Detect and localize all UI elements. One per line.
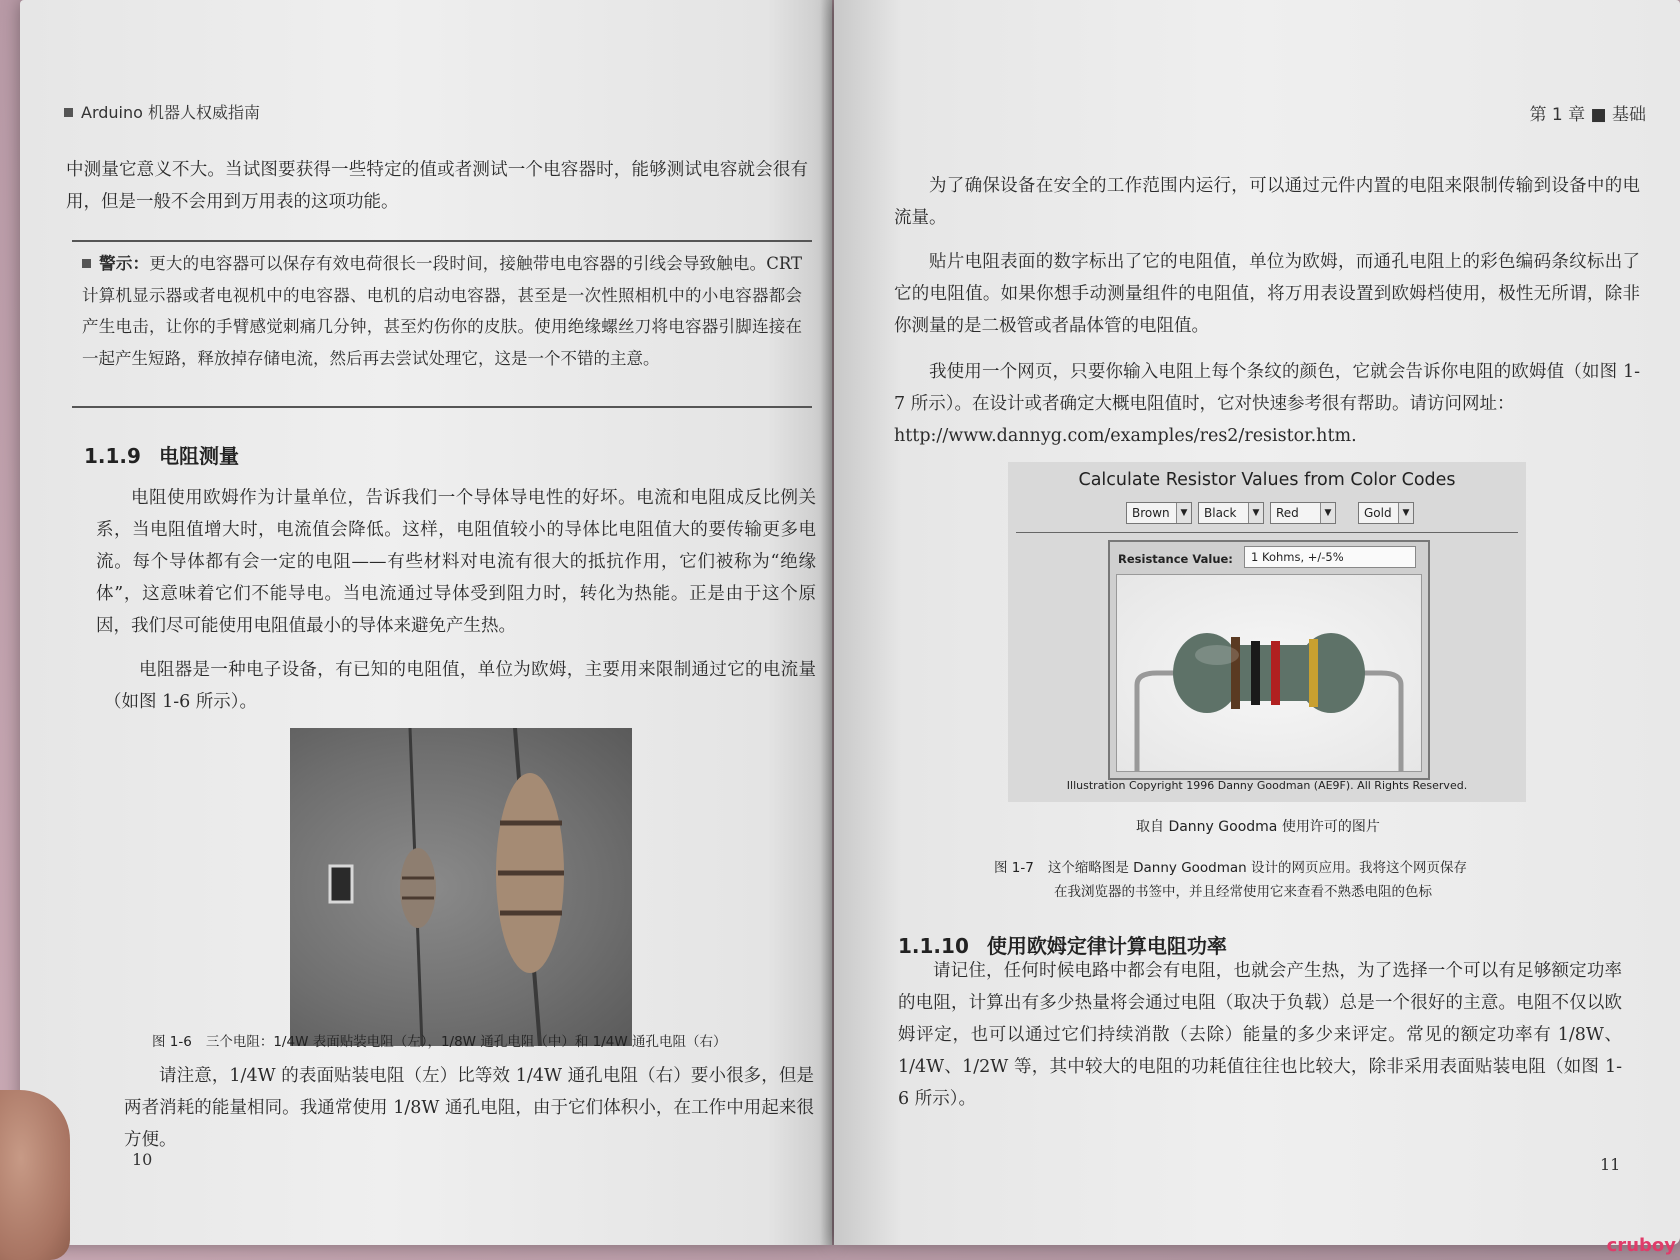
chevron-down-icon: ▼	[1320, 503, 1335, 523]
chevron-down-icon: ▼	[1176, 503, 1191, 523]
thumb	[0, 1090, 70, 1260]
illustration-copyright: Illustration Copyright 1996 Danny Goodman (AE9F). All Rights Reserved.	[1066, 779, 1468, 792]
page-number-left: 10	[132, 1150, 153, 1169]
warning-label: 警示：	[99, 254, 150, 273]
figure-1-7-caption-line-2: 在我浏览器的书签中，并且经常使用它来查看不熟悉电阻的色标	[1054, 884, 1432, 900]
section-heading-1-1-9: 1.1.9 电阻测量	[84, 444, 239, 468]
calculator-title: Calculate Resistor Values from Color Codes	[1078, 470, 1456, 490]
resistance-value-field[interactable]: 1 Kohms, +/-5%	[1244, 546, 1416, 568]
screenshot-credit: 取自 Danny Goodma 使用许可的图片	[1136, 819, 1380, 835]
figure-1-7-caption-line-1: 图 1-7 这个缩略图是 Danny Goodman 设计的网页应用。我将这个网页保存	[994, 860, 1468, 876]
chevron-down-icon: ▼	[1398, 503, 1413, 523]
resistance-value-label: Resistance Value:	[1118, 552, 1233, 566]
paragraph-color-codes: 贴片电阻表面的数字标出了它的电阻值，单位为欧姆，而通孔电阻上的彩色编码条纹标出了它的电阻值。如果你想手动测量组件的电阻值，将万用表设置到欧姆档使用，极性无所谓，除非你测量的是二极管或者晶体管的电阻值。	[894, 252, 1640, 336]
divider	[1016, 532, 1518, 533]
warning-text	[82, 248, 802, 374]
three-resistors-image	[290, 728, 632, 1046]
running-head-left: Arduino 机器人权威指南	[64, 100, 260, 123]
section-heading-1-1-10: 1.1.10 使用欧姆定律计算电阻功率	[898, 934, 1227, 958]
warning-box	[72, 240, 812, 408]
intro-paragraph: 中测量它意义不大。当试图要获得一些特定的值或者测试一个电容器时，能够测试电容就会很有用，但是一般不会用到万用表的这项功能。	[66, 160, 808, 212]
url-text: http://www.dannyg.com/examples/res2/resistor.htm.	[894, 426, 1357, 446]
paragraph-safe-range: 为了确保设备在安全的工作范围内运行，可以通过元件内置的电阻来限制传输到设备中的电流量。	[894, 176, 1640, 228]
resistor-band-3	[1271, 641, 1280, 705]
band-1-select[interactable]: Brown ▼	[1126, 502, 1192, 524]
resistor-icon	[1117, 575, 1421, 771]
running-head-right: 第 1 章 ■ 基础	[1529, 105, 1646, 125]
paragraph-resistor-device: 电阻器是一种电子设备，有已知的电阻值，单位为欧姆，主要用来限制通过它的电流量（如图 1-6 所示）。	[104, 660, 816, 712]
watermark: cruboy	[1606, 1235, 1676, 1256]
paragraph-resistance: 电阻使用欧姆作为计量单位，告诉我们一个导体导电性的好坏。电流和电阻成反比例关系，当电阻值增大时，电流值会降低。这样，电阻值较小的导体比电阻值大的要传输更多电流。每个导体都有会一定的电阻——有些材料对电流有很大的抵抗作用，它们被称为“绝缘体”，这意味着它们不能导电。当电流通过导体受到阻力时，转化为热能。正是由于这个原因，我们尽可能使用电阻值最小的导体来避免产生热。	[96, 488, 816, 636]
square-bullet-icon	[82, 259, 91, 268]
figure-1-6-caption: 图 1-6 三个电阻：1/4W 表面贴装电阻（左），1/8W 通孔电阻（中）和 1/4W 通孔电阻（右）	[152, 1034, 727, 1050]
figure-1-7-screenshot	[1008, 462, 1526, 802]
band-2-select[interactable]: Black ▼	[1198, 502, 1264, 524]
resistor-band-2	[1251, 641, 1260, 705]
resistor-illustration	[1116, 574, 1422, 772]
resistor-band-1	[1231, 637, 1240, 709]
square-bullet-icon	[64, 108, 73, 117]
left-page	[20, 0, 832, 1245]
band-3-select[interactable]: Red ▼	[1270, 502, 1336, 524]
paragraph-power-rating: 请记住，任何时候电路中都会有电阻，也就会产生热，为了选择一个可以有足够额定功率的电阻，计算出有多少热量将会通过电阻（取决于负载）总是一个很好的主意。电阻不仅以欧姆评定，也可以通过它们持续消散（去除）能量的多少来评定。常见的额定功率有 1/8W、1/4W、1/2W 等，其中较大的电阻的功耗值往往也比较大，除非采用表面贴装电阻（如图 1-6 所示）。	[898, 961, 1622, 1109]
tolerance-select[interactable]: Gold ▼	[1358, 502, 1414, 524]
chevron-down-icon: ▼	[1248, 503, 1263, 523]
figure-1-6-photo	[290, 728, 632, 1046]
page-number-right: 11	[1600, 1155, 1621, 1174]
paragraph-smd-note: 请注意，1/4W 的表面贴装电阻（左）比等效 1/4W 通孔电阻（右）要小很多，但是两者消耗的能量相同。我通常使用 1/8W 通孔电阻，由于它们体积小，在工作中用起来很方便。	[124, 1066, 814, 1150]
paragraph-webpage: 我使用一个网页，只要你输入电阻上每个条纹的颜色，它就会告诉你电阻的欧姆值（如图 1-7 所示）。在设计或者确定大概电阻值时，它对快速参考很有帮助。请访问网址：	[894, 362, 1640, 414]
resistor-band-tolerance	[1309, 639, 1318, 707]
warning-body: 更大的电容器可以保存有效电荷很长一段时间，接触带电电容器的引线会导致触电。CRT 计算机显示器或者电视机中的电容器、电机的启动电容器，甚至是一次性照相机中的小电容器都会产生电击，让你的手臂感觉刺痛几分钟，甚至灼伤你的皮肤。使用绝缘螺丝刀将电容器引脚连接在一起产生短路，释放掉存储电流，然后再去尝试处理它，这是一个不错的主意。	[82, 254, 803, 368]
result-panel	[1108, 540, 1430, 780]
